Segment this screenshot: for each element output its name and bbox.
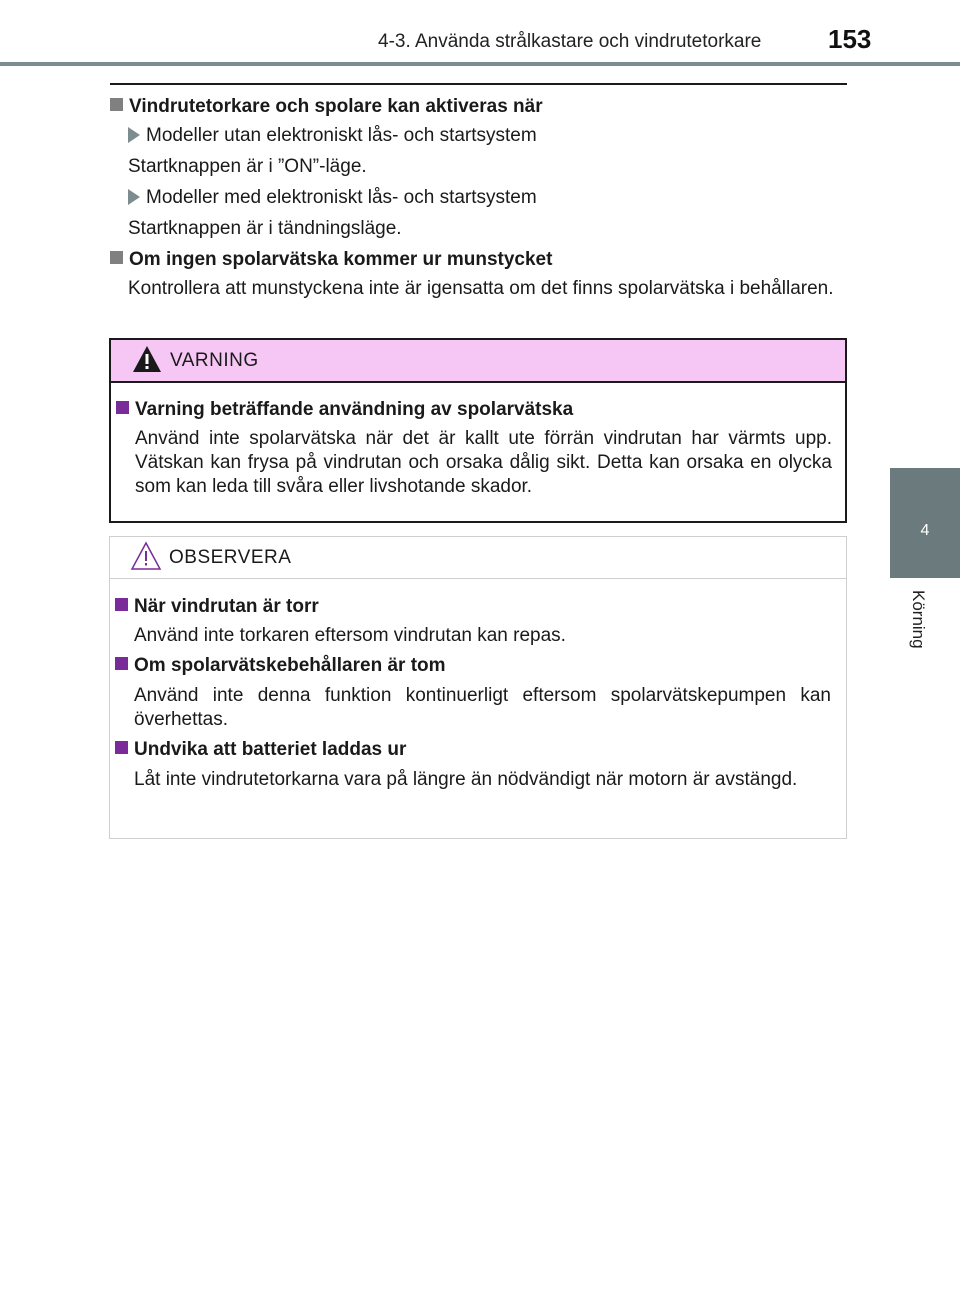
bullet-square-icon bbox=[115, 657, 128, 670]
caution-header bbox=[110, 537, 846, 579]
chapter-number: 4 bbox=[920, 522, 930, 539]
caution-body: Använd inte denna funktion kontinuerligt eftersom spolarvätskepumpen kan överhettas. bbox=[134, 685, 831, 730]
bullet-square-icon bbox=[110, 98, 123, 111]
running-header: 4-3. Använda strålkastare och vindrutetorkare bbox=[378, 31, 762, 52]
header-rule bbox=[0, 62, 960, 66]
model-item: Modeller utan elektroniskt lås- och startsystem bbox=[128, 124, 537, 148]
bullet-square-icon bbox=[115, 741, 128, 754]
bullet-square-icon bbox=[110, 251, 123, 264]
warning-header bbox=[111, 340, 845, 383]
caution-body: Låt inte vindrutetorkarna vara på längre än nödvändigt när motorn är avstängd. bbox=[134, 769, 798, 790]
warning-box bbox=[109, 338, 847, 523]
caution-box bbox=[109, 536, 847, 839]
paragraph: Kontrollera att munstyckena inte är igensatta om det finns spolarvätska i behållaren. bbox=[128, 278, 834, 299]
model-item: Modeller med elektroniskt lås- och startsystem bbox=[128, 186, 537, 210]
arrow-right-icon bbox=[128, 127, 140, 143]
caution-heading: När vindrutan är torr bbox=[115, 595, 319, 619]
caution-heading: Undvika att batteriet laddas ur bbox=[115, 738, 406, 762]
section-heading: Om ingen spolarvätska kommer ur munstycket bbox=[110, 248, 552, 272]
arrow-right-icon bbox=[128, 189, 140, 205]
warning-triangle-icon bbox=[131, 343, 163, 375]
chapter-tab[interactable] bbox=[890, 468, 960, 578]
bullet-square-icon bbox=[116, 401, 129, 414]
paragraph: Startknappen är i ”ON”-läge. bbox=[128, 156, 367, 177]
caution-triangle-icon bbox=[130, 540, 162, 572]
warning-heading: Varning beträffande användning av spolarvätska bbox=[116, 398, 573, 422]
chapter-label: Körning bbox=[909, 590, 928, 649]
page-number: 153 bbox=[828, 24, 872, 54]
warning-title: VARNING bbox=[170, 350, 259, 371]
section-heading: Vindrutetorkare och spolare kan aktiveras när bbox=[110, 95, 543, 119]
content-rule bbox=[110, 83, 847, 85]
caution-title: OBSERVERA bbox=[169, 547, 292, 568]
warning-body: Använd inte spolarvätska när det är kallt ute förrän vindrutan har värmts upp. Vätskan kan frysa på vindrutan och orsaka dålig sikt. Detta kan orsaka en olycka som kan leda till svåra eller livshotande skador. bbox=[135, 428, 832, 497]
bullet-square-icon bbox=[115, 598, 128, 611]
caution-heading: Om spolarvätskebehållaren är tom bbox=[115, 654, 446, 678]
caution-body: Använd inte torkaren eftersom vindrutan kan repas. bbox=[134, 625, 566, 646]
paragraph: Startknappen är i tändningsläge. bbox=[128, 218, 402, 239]
